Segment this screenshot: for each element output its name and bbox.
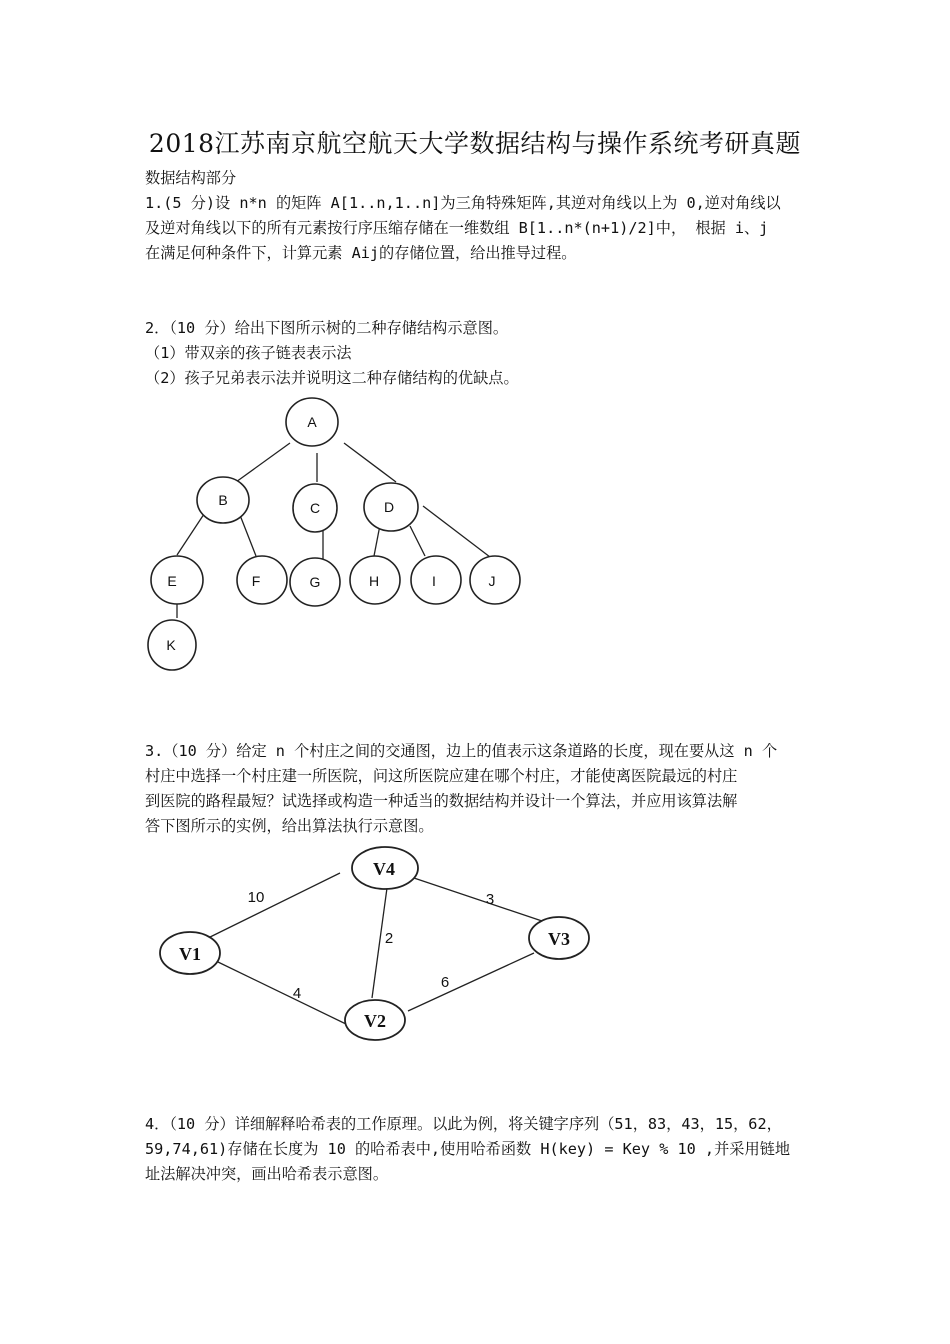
graph-diagram	[150, 840, 600, 1050]
graph-edge-weight: 10	[247, 889, 265, 906]
tree-node-E	[151, 556, 203, 604]
graph-edge-V2-V3	[408, 953, 534, 1011]
tree-node-label: C	[309, 500, 321, 516]
tree-edge-A-B	[236, 443, 290, 482]
tree-node-label: F	[251, 573, 261, 589]
q1-line-3: 在满足何种条件下，计算元素 Aij的存储位置，给出推导过程。	[145, 244, 577, 262]
tree-node-I	[411, 556, 461, 604]
section-heading: 数据结构部分	[145, 169, 237, 187]
graph-edge-weight: 3	[485, 891, 495, 908]
graph-node-label: V4	[373, 859, 395, 879]
graph-edge-V1-V4	[204, 873, 340, 940]
q3-line-1: 3.（10 分）给定 n 个村庄之间的交通图，边上的值表示这条道路的长度，现在要从这 n 个	[145, 742, 778, 760]
tree-node-label: D	[383, 499, 395, 515]
q2-line-3: （2）孩子兄弟表示法并说明这二种存储结构的优缺点。	[145, 369, 519, 387]
q3-line-4: 答下图所示的实例，给出算法执行示意图。	[145, 817, 434, 835]
tree-diagram	[140, 390, 540, 680]
tree-edge-D-J	[423, 506, 490, 557]
graph-node-label: V1	[179, 944, 201, 964]
tree-node-label: B	[218, 492, 228, 508]
q2-line-1: 2．（10 分）给出下图所示树的二种存储结构示意图。	[145, 319, 509, 337]
q4-line-3: 址法解决冲突，画出哈希表示意图。	[145, 1165, 388, 1183]
graph-node-label: V2	[364, 1011, 386, 1031]
q3-line-2: 村庄中选择一个村庄建一所医院，问这所医院应建在哪个村庄，才能使离医院最远的村庄	[145, 767, 738, 785]
tree-edge-A-D	[344, 443, 396, 482]
tree-node-F	[237, 556, 287, 604]
q2-line-2: （1）带双亲的孩子链表表示法	[145, 344, 352, 362]
tree-edge-D-H	[374, 525, 380, 556]
tree-node-label: I	[432, 573, 436, 589]
q1-line-1: 1.(5 分)设 n*n 的矩阵 A[1..n,1..n]为三角特殊矩阵,其逆对角线以上为 0,逆对角线以	[145, 194, 781, 212]
q3-line-3: 到医院的路程最短？试选择或构造一种适当的数据结构并设计一个算法，并应用该算法解	[145, 792, 738, 810]
tree-node-label: G	[309, 574, 321, 590]
graph-edge-weight: 4	[292, 985, 302, 1002]
tree-node-label: A	[307, 414, 317, 430]
tree-node-label: E	[167, 573, 177, 589]
graph-edge-weight: 6	[440, 974, 450, 991]
q1-line-2: 及逆对角线以下的所有元素按行序压缩存储在一维数组 B[1..n*(n+1)/2]中， 根据 i、j	[145, 219, 769, 237]
tree-edge-D-I	[410, 526, 425, 556]
q4-line-2: 59,74,61)存储在长度为 10 的哈希表中,使用哈希函数 H(key) = Key % 10 ,并采用链地	[145, 1140, 791, 1158]
graph-node-label: V3	[548, 929, 570, 949]
graph-edge-V4-V3	[408, 876, 542, 921]
tree-node-label: J	[488, 573, 496, 589]
tree-figure	[140, 390, 540, 680]
page-title: 2018江苏南京航空航天大学数据结构与操作系统考研真题	[148, 129, 802, 158]
q4-line-1: 4．（10 分）详细解释哈希表的工作原理。以此为例，将关键字序列（51，83，43，15，62，	[145, 1115, 782, 1133]
tree-node-label: H	[368, 573, 380, 589]
graph-figure	[150, 840, 600, 1050]
graph-edge-weight: 2	[384, 930, 394, 947]
tree-node-label: K	[166, 637, 176, 653]
graph-edge-V1-V2	[218, 962, 348, 1025]
